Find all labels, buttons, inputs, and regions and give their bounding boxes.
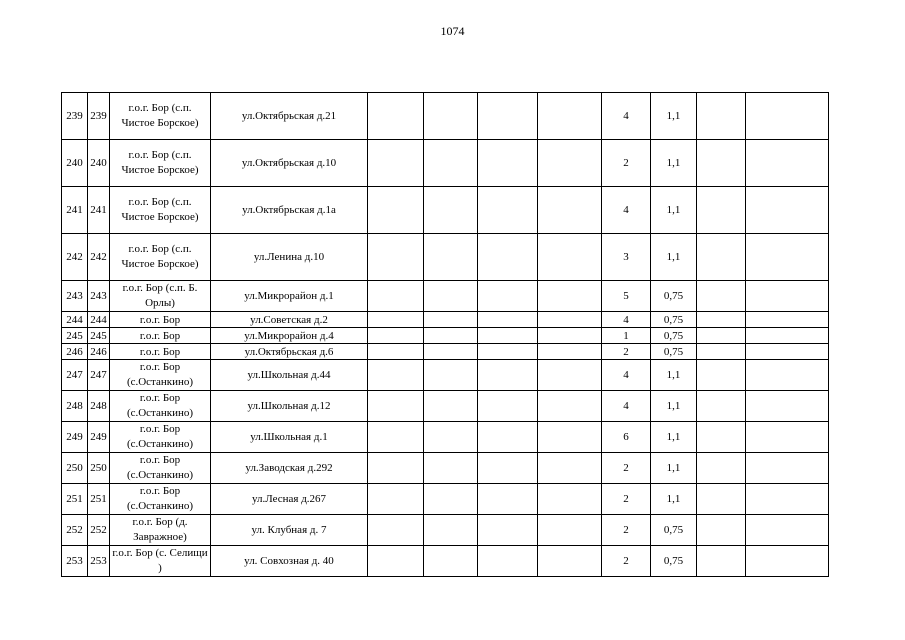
empty-cell: [478, 187, 538, 234]
row-number-cell: 244: [62, 312, 88, 328]
empty-cell: [478, 328, 538, 344]
empty-cell: [368, 453, 424, 484]
empty-cell: [746, 312, 829, 328]
locality-cell: г.о.г. Бор (с.п. Чистое Борское): [110, 187, 211, 234]
address-cell: ул.Октябрьская д.10: [211, 140, 368, 187]
row-number-cell: 246: [62, 344, 88, 360]
locality-cell: г.о.г. Бор (с.п. Чистое Борское): [110, 93, 211, 140]
table-row: [62, 344, 829, 360]
table-row: [62, 453, 829, 484]
row-index-cell: 250: [88, 453, 110, 484]
row-number-cell: 253: [62, 546, 88, 577]
volume-cell: 1,1: [651, 360, 697, 391]
locality-cell: г.о.г. Бор: [110, 344, 211, 360]
empty-cell: [746, 453, 829, 484]
row-index-cell: 248: [88, 391, 110, 422]
volume-cell: 1,1: [651, 422, 697, 453]
row-index-cell: 244: [88, 312, 110, 328]
empty-cell: [746, 93, 829, 140]
row-number-cell: 239: [62, 93, 88, 140]
locality-cell: г.о.г. Бор: [110, 312, 211, 328]
empty-cell: [368, 484, 424, 515]
empty-cell: [697, 453, 746, 484]
row-index-cell: 252: [88, 515, 110, 546]
empty-cell: [424, 140, 478, 187]
row-index-cell: 242: [88, 234, 110, 281]
empty-cell: [697, 360, 746, 391]
empty-cell: [424, 344, 478, 360]
empty-cell: [478, 360, 538, 391]
count-cell: 3: [602, 234, 651, 281]
locality-cell: г.о.г. Бор (с.Останкино): [110, 360, 211, 391]
empty-cell: [368, 234, 424, 281]
locality-cell: г.о.г. Бор (с.п. Б. Орлы): [110, 281, 211, 312]
empty-cell: [368, 360, 424, 391]
empty-cell: [697, 187, 746, 234]
table-row: [62, 234, 829, 281]
locality-cell: г.о.г. Бор (д. Завражное): [110, 515, 211, 546]
empty-cell: [368, 93, 424, 140]
table-row: [62, 140, 829, 187]
empty-cell: [538, 328, 602, 344]
empty-cell: [424, 484, 478, 515]
empty-cell: [368, 515, 424, 546]
empty-cell: [424, 422, 478, 453]
empty-cell: [368, 344, 424, 360]
volume-cell: 1,1: [651, 187, 697, 234]
empty-cell: [424, 360, 478, 391]
empty-cell: [368, 422, 424, 453]
empty-cell: [746, 281, 829, 312]
empty-cell: [368, 328, 424, 344]
count-cell: 2: [602, 453, 651, 484]
empty-cell: [538, 234, 602, 281]
empty-cell: [538, 360, 602, 391]
locality-cell: г.о.г. Бор (с.п. Чистое Борское): [110, 234, 211, 281]
locality-cell: г.о.г. Бор: [110, 328, 211, 344]
locality-cell: г.о.г. Бор (с.Останкино): [110, 422, 211, 453]
empty-cell: [424, 453, 478, 484]
count-cell: 2: [602, 344, 651, 360]
empty-cell: [368, 546, 424, 577]
empty-cell: [424, 515, 478, 546]
row-number-cell: 240: [62, 140, 88, 187]
empty-cell: [424, 546, 478, 577]
table-row: [62, 360, 829, 391]
table-row: [62, 312, 829, 328]
count-cell: 4: [602, 312, 651, 328]
count-cell: 5: [602, 281, 651, 312]
empty-cell: [424, 328, 478, 344]
row-number-cell: 247: [62, 360, 88, 391]
address-cell: ул.Октябрьская д.6: [211, 344, 368, 360]
empty-cell: [368, 140, 424, 187]
count-cell: 4: [602, 360, 651, 391]
empty-cell: [697, 546, 746, 577]
empty-cell: [697, 391, 746, 422]
row-number-cell: 242: [62, 234, 88, 281]
empty-cell: [478, 312, 538, 328]
empty-cell: [368, 391, 424, 422]
empty-cell: [478, 234, 538, 281]
address-cell: ул.Микрорайон д.1: [211, 281, 368, 312]
empty-cell: [538, 312, 602, 328]
table-row: [62, 484, 829, 515]
empty-cell: [746, 515, 829, 546]
volume-cell: 0,75: [651, 546, 697, 577]
row-index-cell: 239: [88, 93, 110, 140]
empty-cell: [478, 391, 538, 422]
empty-cell: [424, 187, 478, 234]
empty-cell: [697, 344, 746, 360]
empty-cell: [746, 328, 829, 344]
empty-cell: [538, 391, 602, 422]
empty-cell: [746, 140, 829, 187]
empty-cell: [478, 344, 538, 360]
volume-cell: 1,1: [651, 453, 697, 484]
address-cell: ул. Клубная д. 7: [211, 515, 368, 546]
address-cell: ул.Ленина д.10: [211, 234, 368, 281]
table-row: [62, 391, 829, 422]
table-row: [62, 328, 829, 344]
registry-table: [61, 92, 829, 577]
count-cell: 2: [602, 484, 651, 515]
empty-cell: [368, 281, 424, 312]
empty-cell: [538, 515, 602, 546]
locality-cell: г.о.г. Бор (с.Останкино): [110, 484, 211, 515]
volume-cell: 0,75: [651, 328, 697, 344]
locality-cell: г.о.г. Бор (с. Селищи ): [110, 546, 211, 577]
empty-cell: [478, 140, 538, 187]
table-row: [62, 187, 829, 234]
address-cell: ул.Школьная д.12: [211, 391, 368, 422]
count-cell: 4: [602, 93, 651, 140]
address-cell: ул. Совхозная д. 40: [211, 546, 368, 577]
empty-cell: [478, 484, 538, 515]
empty-cell: [478, 546, 538, 577]
row-index-cell: 247: [88, 360, 110, 391]
table-row: [62, 422, 829, 453]
address-cell: ул.Микрорайон д.4: [211, 328, 368, 344]
empty-cell: [697, 93, 746, 140]
row-number-cell: 249: [62, 422, 88, 453]
row-index-cell: 251: [88, 484, 110, 515]
locality-cell: г.о.г. Бор (с.п. Чистое Борское): [110, 140, 211, 187]
row-index-cell: 249: [88, 422, 110, 453]
row-number-cell: 248: [62, 391, 88, 422]
empty-cell: [424, 312, 478, 328]
page-number: 1074: [440, 24, 465, 38]
row-number-cell: 245: [62, 328, 88, 344]
empty-cell: [424, 391, 478, 422]
count-cell: 2: [602, 515, 651, 546]
row-index-cell: 245: [88, 328, 110, 344]
empty-cell: [697, 281, 746, 312]
count-cell: 6: [602, 422, 651, 453]
address-cell: ул.Заводская д.292: [211, 453, 368, 484]
empty-cell: [424, 93, 478, 140]
row-index-cell: 253: [88, 546, 110, 577]
empty-cell: [697, 484, 746, 515]
empty-cell: [697, 234, 746, 281]
row-number-cell: 250: [62, 453, 88, 484]
empty-cell: [746, 234, 829, 281]
empty-cell: [538, 422, 602, 453]
volume-cell: 0,75: [651, 281, 697, 312]
empty-cell: [746, 360, 829, 391]
empty-cell: [538, 140, 602, 187]
locality-cell: г.о.г. Бор (с.Останкино): [110, 453, 211, 484]
locality-cell: г.о.г. Бор (с.Останкино): [110, 391, 211, 422]
row-number-cell: 252: [62, 515, 88, 546]
address-cell: ул.Лесная д.267: [211, 484, 368, 515]
empty-cell: [538, 546, 602, 577]
count-cell: 1: [602, 328, 651, 344]
empty-cell: [746, 422, 829, 453]
address-cell: ул.Октябрьская д.21: [211, 93, 368, 140]
address-cell: ул.Школьная д.44: [211, 360, 368, 391]
empty-cell: [538, 93, 602, 140]
volume-cell: 0,75: [651, 312, 697, 328]
empty-cell: [746, 484, 829, 515]
table-row: [62, 546, 829, 577]
empty-cell: [538, 484, 602, 515]
empty-cell: [478, 515, 538, 546]
table-row: [62, 93, 829, 140]
row-index-cell: 243: [88, 281, 110, 312]
volume-cell: 1,1: [651, 391, 697, 422]
count-cell: 2: [602, 546, 651, 577]
count-cell: 4: [602, 187, 651, 234]
address-cell: ул.Советская д.2: [211, 312, 368, 328]
table-row: [62, 281, 829, 312]
empty-cell: [424, 281, 478, 312]
empty-cell: [746, 391, 829, 422]
empty-cell: [478, 93, 538, 140]
volume-cell: 0,75: [651, 344, 697, 360]
row-number-cell: 251: [62, 484, 88, 515]
empty-cell: [478, 422, 538, 453]
row-index-cell: 240: [88, 140, 110, 187]
table-row: [62, 515, 829, 546]
row-index-cell: 246: [88, 344, 110, 360]
address-cell: ул.Школьная д.1: [211, 422, 368, 453]
volume-cell: 0,75: [651, 515, 697, 546]
empty-cell: [538, 281, 602, 312]
empty-cell: [697, 328, 746, 344]
empty-cell: [478, 453, 538, 484]
empty-cell: [368, 187, 424, 234]
row-index-cell: 241: [88, 187, 110, 234]
volume-cell: 1,1: [651, 484, 697, 515]
volume-cell: 1,1: [651, 93, 697, 140]
empty-cell: [746, 187, 829, 234]
volume-cell: 1,1: [651, 234, 697, 281]
empty-cell: [478, 281, 538, 312]
row-number-cell: 243: [62, 281, 88, 312]
empty-cell: [746, 546, 829, 577]
empty-cell: [697, 515, 746, 546]
empty-cell: [538, 187, 602, 234]
empty-cell: [697, 312, 746, 328]
empty-cell: [368, 312, 424, 328]
empty-cell: [538, 344, 602, 360]
empty-cell: [697, 140, 746, 187]
empty-cell: [697, 422, 746, 453]
empty-cell: [424, 234, 478, 281]
count-cell: 4: [602, 391, 651, 422]
volume-cell: 1,1: [651, 140, 697, 187]
empty-cell: [746, 344, 829, 360]
empty-cell: [538, 453, 602, 484]
count-cell: 2: [602, 140, 651, 187]
row-number-cell: 241: [62, 187, 88, 234]
address-cell: ул.Октябрьская д.1а: [211, 187, 368, 234]
